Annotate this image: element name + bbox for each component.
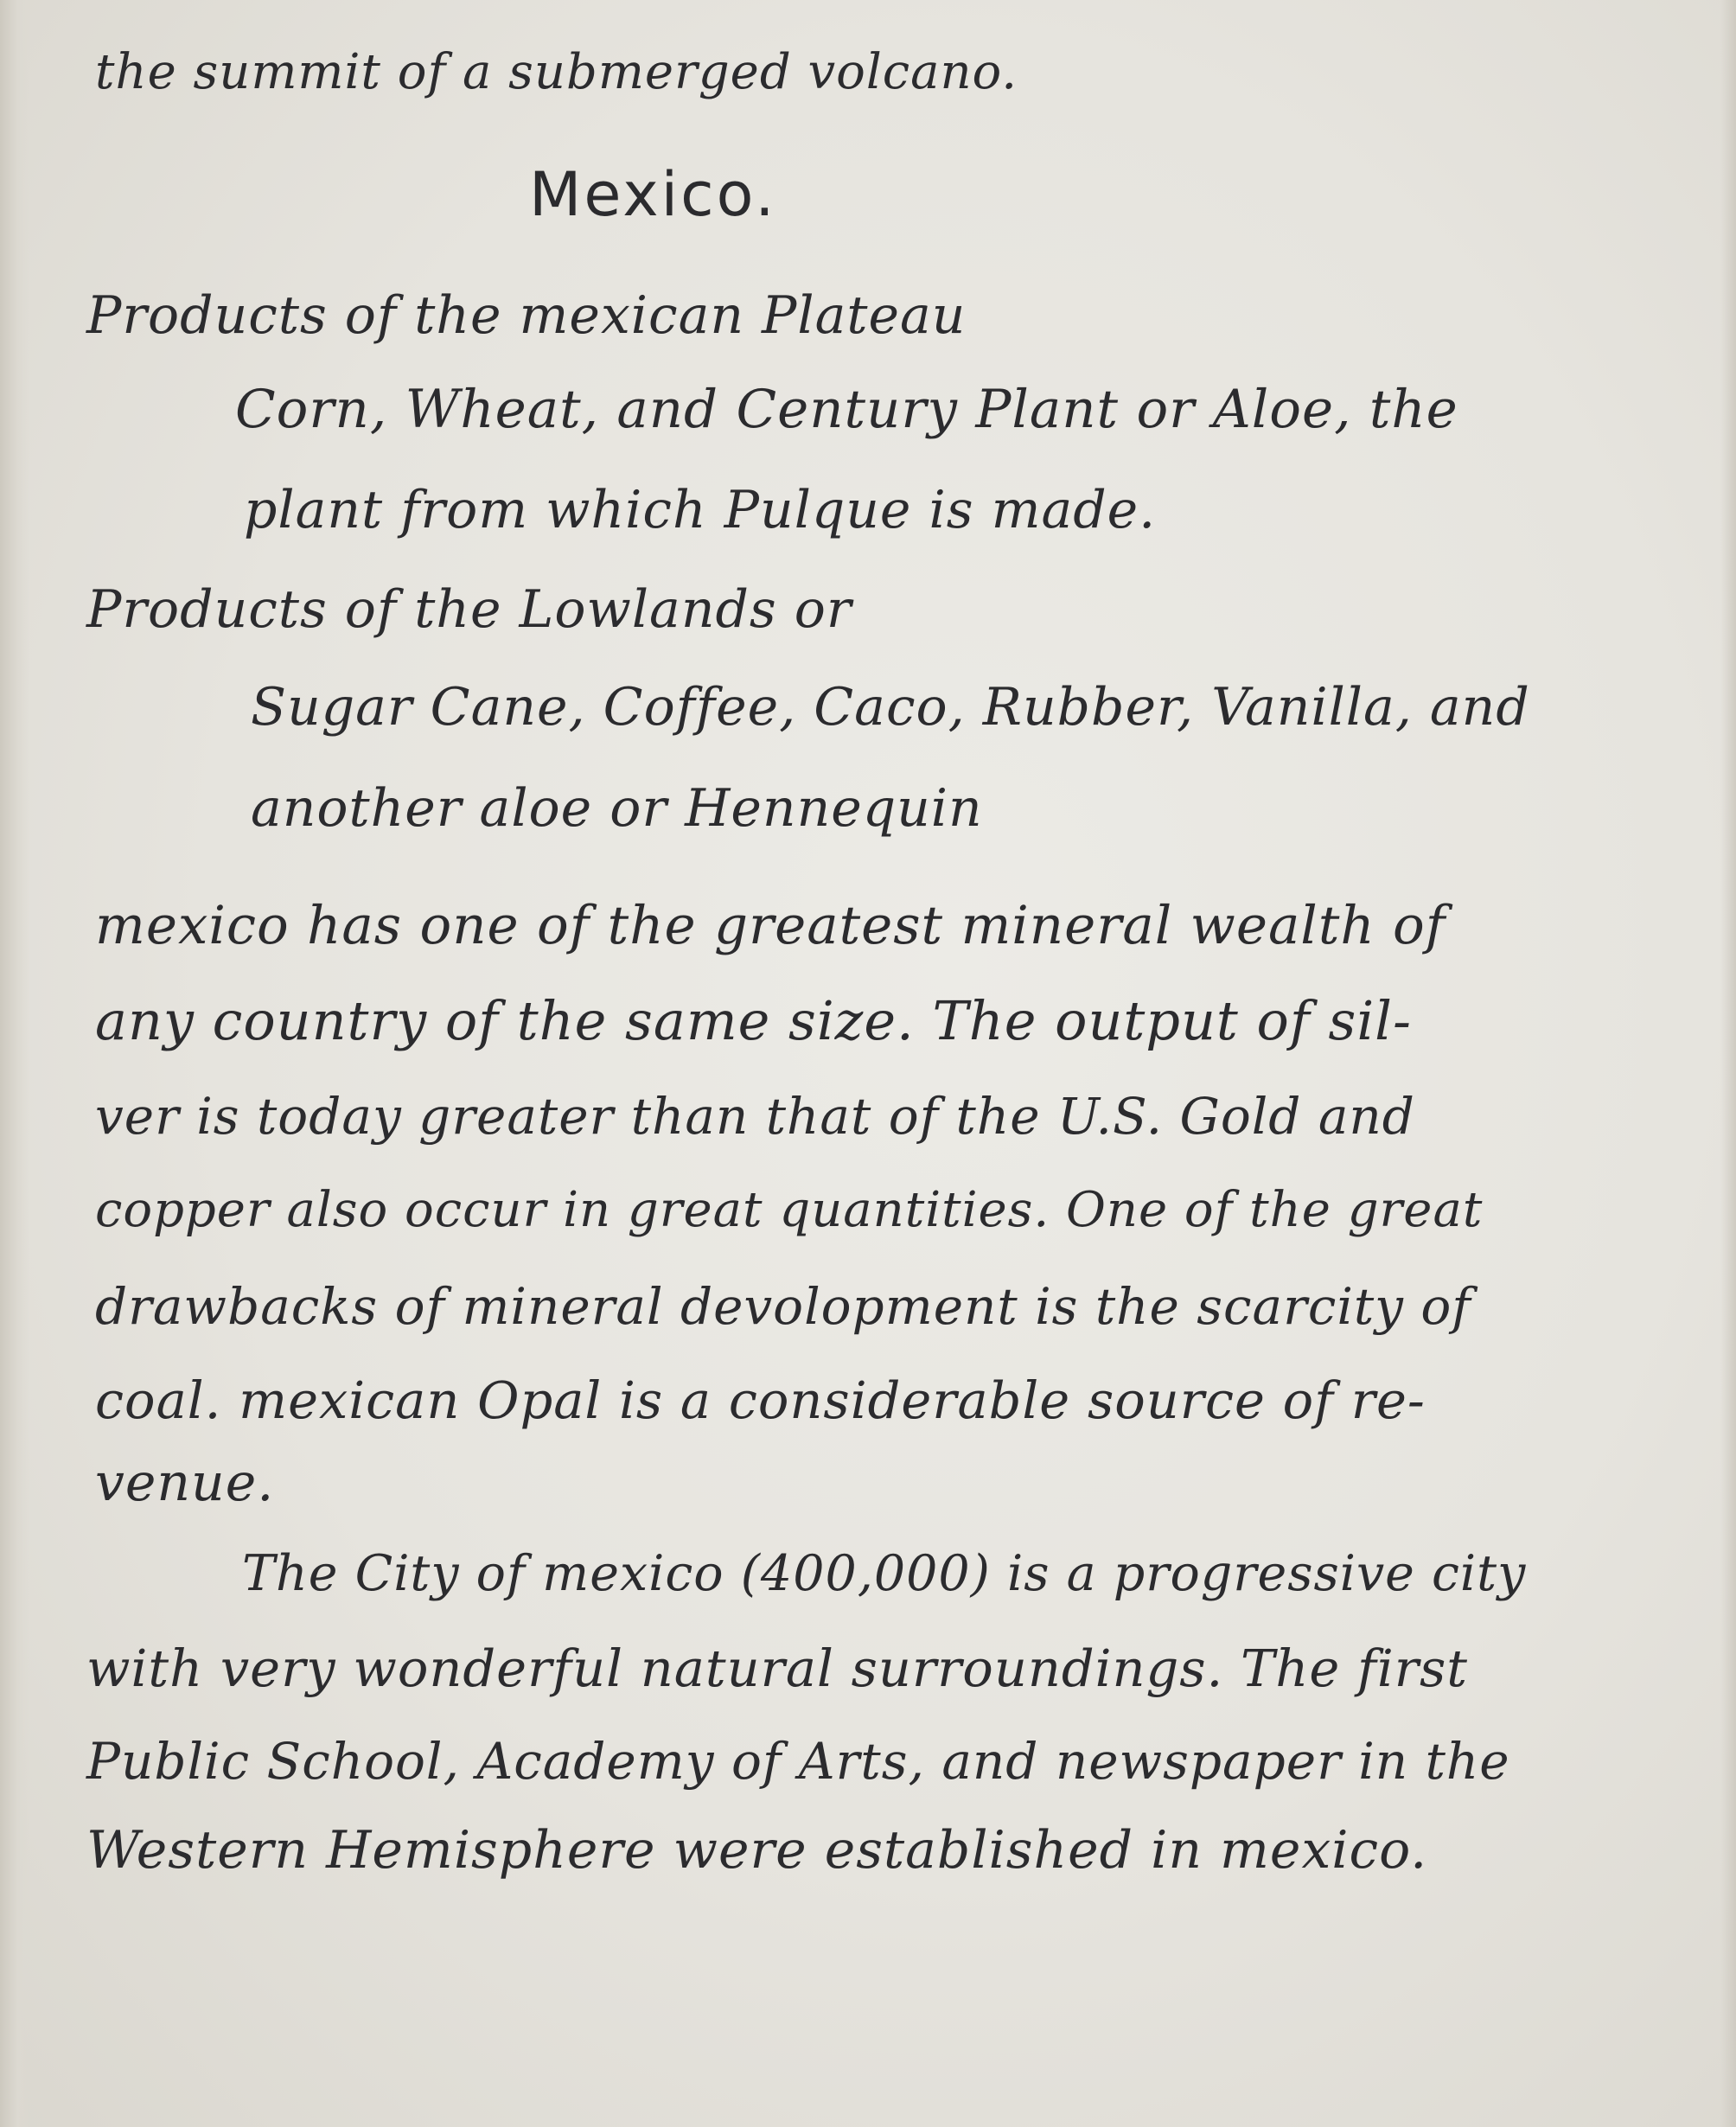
city-paragraph-line-1: The City of mexico (400,000) is a progressive city — [242, 1545, 1527, 1602]
mineral-paragraph-line-7: venue. — [95, 1453, 275, 1513]
mineral-paragraph-line-3: ver is today greater than that of the U.S. Gold and — [95, 1087, 1415, 1146]
lowland-products-line-2: another aloe or Hennequin — [251, 778, 983, 839]
mineral-paragraph-line-6: coal. mexican Opal is a considerable source of re- — [95, 1370, 1426, 1430]
lowland-products-line-1: Sugar Cane, Coffee, Caco, Rubber, Vanilla, and — [251, 677, 1530, 738]
city-paragraph-line-2: with very wonderful natural surroundings. The first — [86, 1638, 1468, 1698]
section-heading-plateau: Products of the mexican Plateau — [86, 285, 967, 346]
mineral-paragraph-line-4: copper also occur in great quantities. One of the great — [95, 1182, 1484, 1238]
section-heading-lowlands: Products of the Lowlands or — [86, 579, 852, 640]
mineral-paragraph-line-2: any country of the same size. The output of sil- — [95, 989, 1412, 1052]
city-paragraph-line-3: Public School, Academy of Arts, and newspaper in the — [86, 1732, 1510, 1791]
plateau-products-line-2: plant from which Pulque is made. — [244, 480, 1157, 540]
city-paragraph-line-4: Western Hemisphere were established in mexico. — [86, 1820, 1428, 1881]
text-line-continuation: the summit of a submerged volcano. — [95, 44, 1018, 100]
mineral-paragraph-line-1: mexico has one of the greatest mineral wealth of — [95, 895, 1446, 956]
page-title: Mexico. — [529, 159, 777, 230]
plateau-products-line-1: Corn, Wheat, and Century Plant or Aloe, the — [235, 379, 1458, 440]
mineral-paragraph-line-5: drawbacks of mineral devolopment is the scarcity of — [95, 1277, 1471, 1336]
